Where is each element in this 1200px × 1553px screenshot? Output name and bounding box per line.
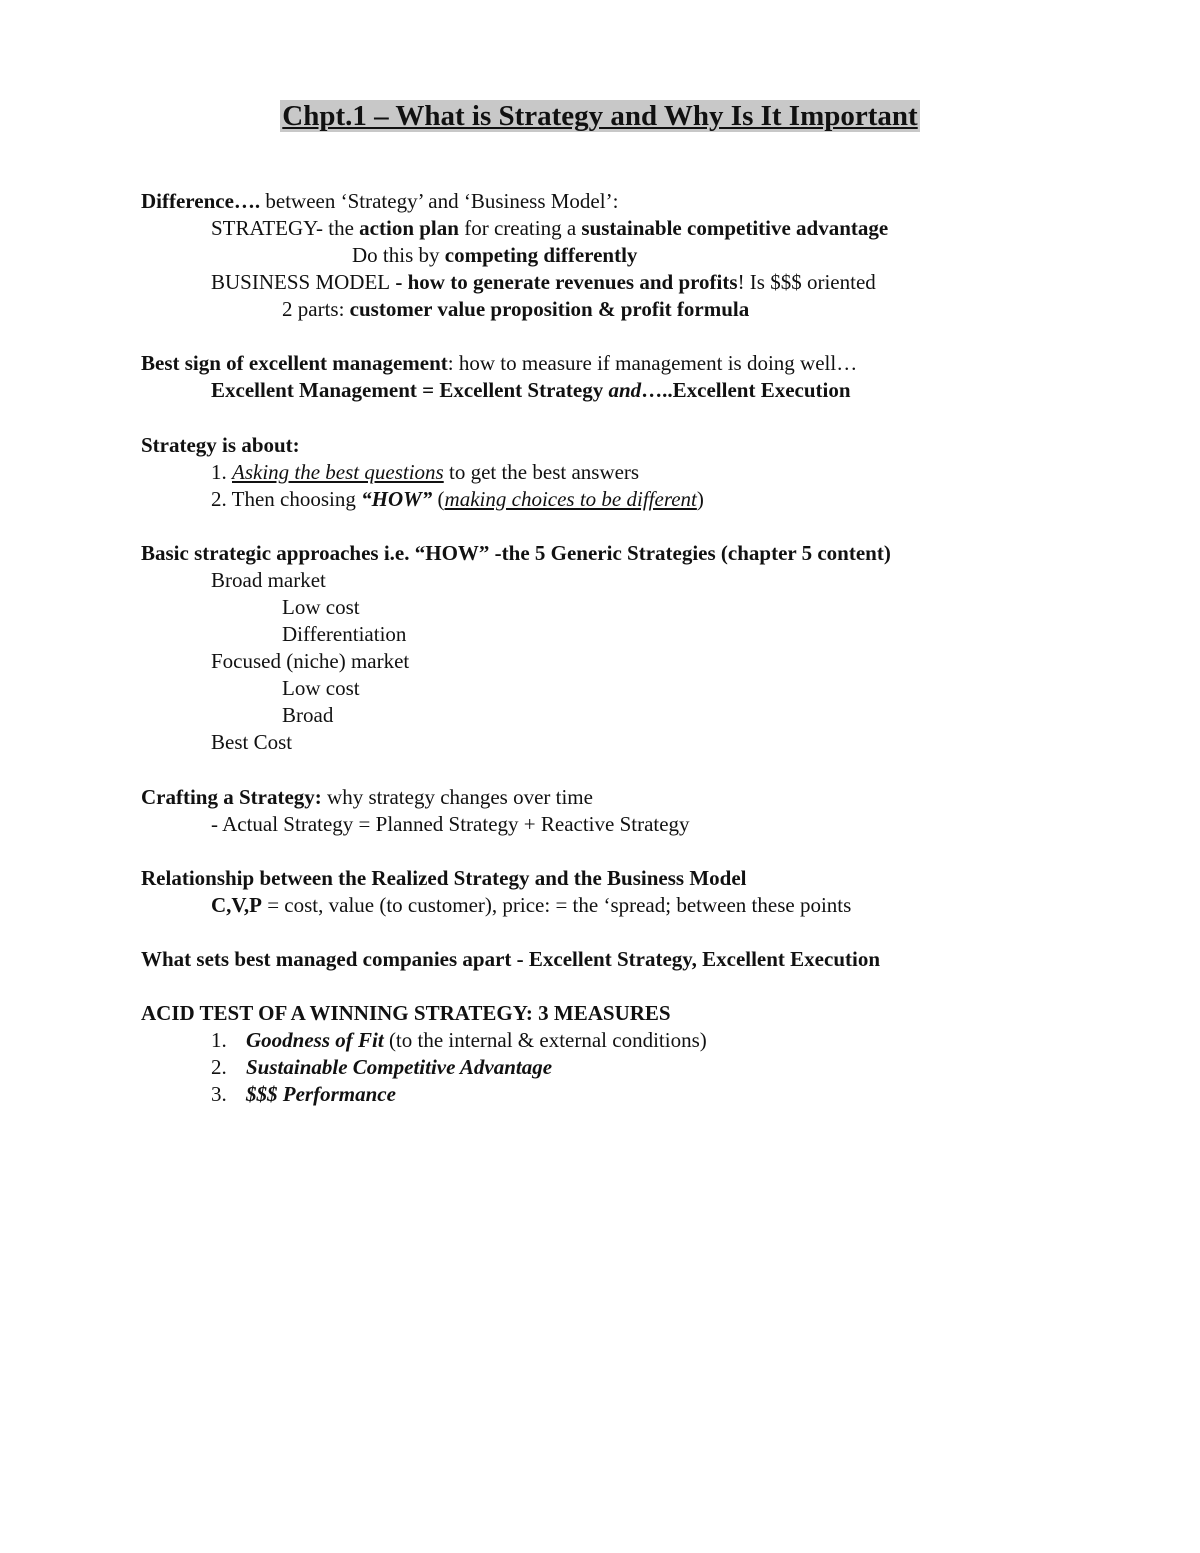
- cvp-text: = cost, value (to customer), price: = the ‘spread; between these points: [261, 893, 852, 917]
- difference-heading: Difference….: [141, 189, 261, 213]
- strategy-about-heading-text: Strategy is about:: [141, 433, 300, 457]
- crafting-line: [141, 784, 593, 810]
- acid-test-heading-text: ACID TEST OF A WINNING STRATEGY: 3 MEASURES: [141, 1001, 671, 1025]
- acid-test-heading: [141, 1000, 671, 1026]
- excellent-management-eq-2: …..Excellent Execution: [641, 378, 851, 402]
- action-plan-text: action plan: [359, 216, 459, 240]
- acid-item-2-number: 2.: [211, 1055, 227, 1079]
- title-text: Chpt.1 – What is Strategy and Why Is It Important: [282, 100, 918, 132]
- goodness-of-fit-text: Goodness of Fit: [246, 1028, 384, 1052]
- making-choices-text: making choices to be different: [444, 487, 697, 511]
- relationship-heading: [141, 865, 747, 891]
- relationship-heading-text: Relationship between the Realized Strategy and the Business Model: [141, 866, 747, 890]
- item-2-text-3: ): [696, 487, 704, 511]
- asking-best-questions-text: Asking the best questions: [232, 460, 444, 484]
- business-model-text: ! Is $$$ oriented: [737, 270, 876, 294]
- strategy-definition-line: [211, 215, 888, 241]
- item-2-text-1: Then choosing: [231, 487, 362, 511]
- broad-item: Broad: [282, 703, 334, 727]
- acid-test-item-2: [211, 1054, 552, 1080]
- cvp-label: C,V,P: [211, 893, 262, 917]
- item-1-number: 1.: [211, 460, 232, 484]
- basic-approaches-heading: [141, 540, 891, 566]
- strategy-label: STRATEGY: [211, 216, 317, 240]
- best-sign-heading: Best sign of excellent management: [141, 351, 448, 375]
- differentiation-item: Differentiation: [282, 622, 407, 646]
- cvp-line: [211, 892, 851, 918]
- crafting-text: why strategy changes over time: [321, 785, 593, 809]
- low-cost-item-1: Low cost: [282, 595, 360, 619]
- excellent-management-and: and: [608, 378, 642, 402]
- strategy-about-item-2: [211, 486, 704, 512]
- acid-item-1-number: 1.: [211, 1028, 227, 1052]
- strategy-about-heading: [141, 432, 300, 458]
- two-parts-line: [282, 296, 749, 322]
- difference-heading-line: [141, 188, 618, 214]
- low-cost-item-2: Low cost: [282, 676, 360, 700]
- strategy-about-item-1: [211, 459, 639, 485]
- sustainable-advantage-text: sustainable competitive advantage: [581, 216, 889, 240]
- difference-text: between ‘Strategy’ and ‘Business Model’:: [260, 189, 619, 213]
- focused-market-item: Focused (niche) market: [211, 649, 410, 673]
- strategy-text-2: for creating a: [458, 216, 582, 240]
- competing-differently-text: competing differently: [444, 243, 638, 267]
- sustainable-competitive-advantage-text: Sustainable Competitive Advantage: [246, 1055, 553, 1079]
- two-parts-bold-text: customer value proposition & profit formula: [349, 297, 750, 321]
- item-1-text: to get the best answers: [443, 460, 640, 484]
- best-sign-line: [141, 350, 857, 376]
- business-model-label: BUSINESS MODEL: [211, 270, 391, 294]
- broad-market-item: Broad market: [211, 568, 326, 592]
- do-this-text: Do this by: [352, 243, 445, 267]
- do-this-line: [352, 242, 637, 268]
- best-sign-text: : how to measure if management is doing well…: [447, 351, 858, 375]
- business-model-definition-line: [211, 269, 876, 295]
- two-parts-text: 2 parts:: [282, 297, 350, 321]
- crafting-heading: Crafting a Strategy:: [141, 785, 322, 809]
- what-sets-text: What sets best managed companies apart - Excellent Strategy, Excellent Execution: [141, 947, 881, 971]
- item-2-text-2: (: [432, 487, 445, 511]
- actual-strategy-line: - Actual Strategy = Planned Strategy + Reactive Strategy: [211, 812, 690, 836]
- acid-item-3-number: 3.: [211, 1082, 227, 1106]
- basic-approaches-heading-text: Basic strategic approaches i.e. “HOW” -the 5 Generic Strategies (chapter 5 content): [141, 541, 891, 565]
- acid-test-item-1: [211, 1027, 707, 1053]
- how-text: “HOW”: [361, 487, 433, 511]
- best-cost-item: Best Cost: [211, 730, 293, 754]
- performance-text: $$$ Performance: [246, 1082, 396, 1106]
- page-title: [0, 96, 1200, 136]
- excellent-management-eq-1: Excellent Management = Excellent Strategy: [211, 378, 609, 402]
- acid-test-item-3: [211, 1081, 396, 1107]
- item-2-number: 2.: [211, 487, 232, 511]
- business-model-bold-text: - how to generate revenues and profits: [390, 270, 738, 294]
- goodness-of-fit-detail: (to the internal & external conditions): [383, 1028, 707, 1052]
- strategy-text-1: - the: [316, 216, 360, 240]
- excellent-management-line: [211, 377, 851, 403]
- what-sets-line: [141, 946, 880, 972]
